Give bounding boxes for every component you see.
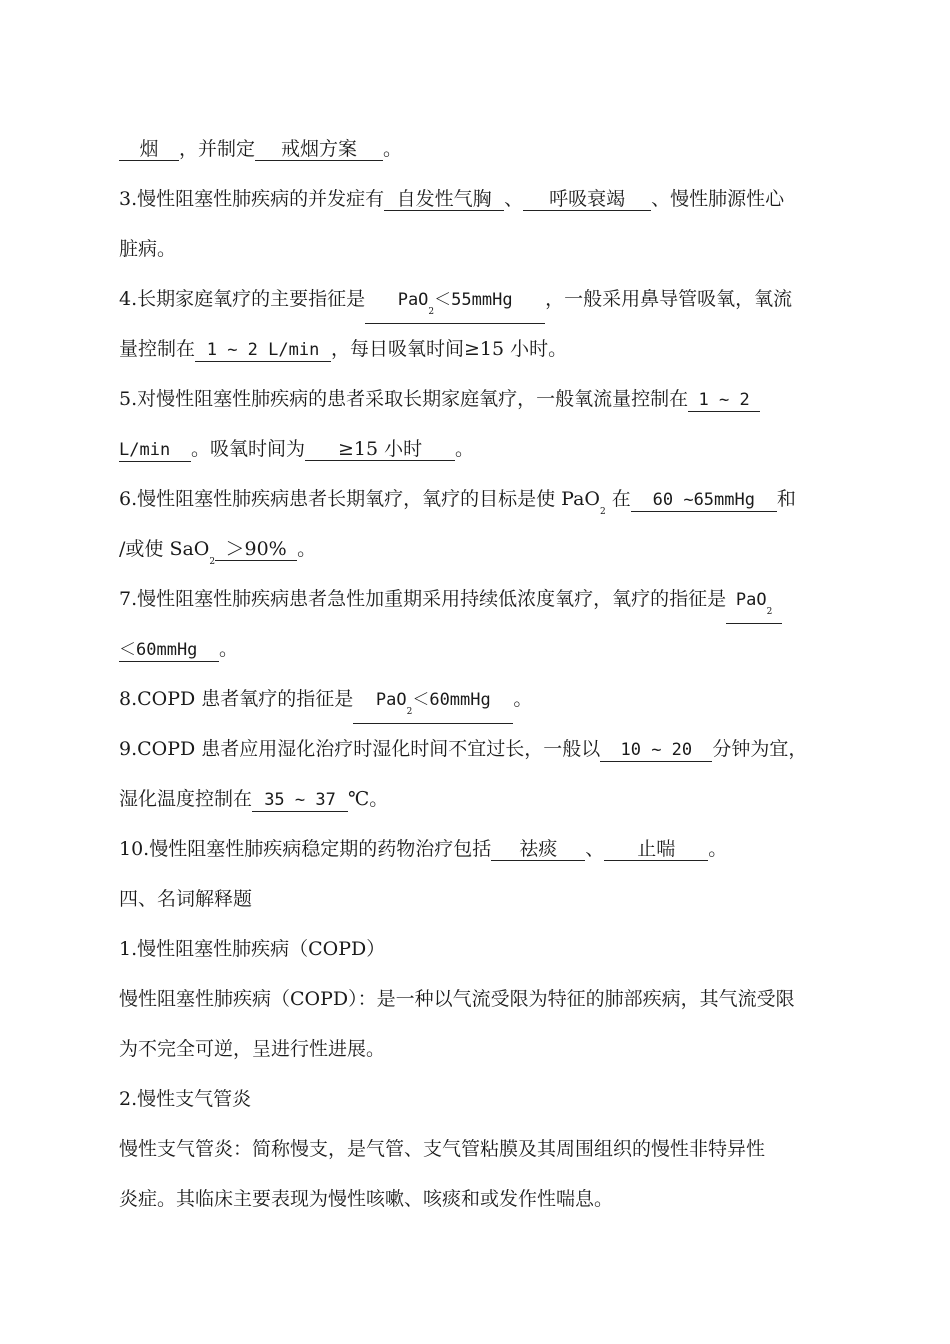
line-text: 。 [219,638,239,660]
answer-text: PaO [397,290,429,310]
answer-blank: ＜60mmHg [119,639,219,662]
answer-blank: L/min [119,439,191,462]
answer-text: ＜55mmHg [434,290,513,310]
line-text: 5.对慢性阻塞性肺疾病的患者采取长期家庭氧疗，一般氧流量控制在 [119,388,689,410]
line-text: 1.慢性阻塞性肺疾病（COPD） [119,938,386,960]
line-text: ，一般采用鼻导管吸氧，氧流 [545,288,793,310]
subscript: 2 [209,557,216,567]
answer-blank: 1 ~ 2 [688,389,760,412]
line-text: 湿化温度控制在 [119,788,253,810]
answer-blank: ≥15 小时 [305,438,455,461]
subscript: 2 [406,707,413,717]
line-text: 。 [708,838,728,860]
line-text: 慢性阻塞性肺疾病（COPD）：是一种以气流受限为特征的肺部疾病，其气流受限 [119,988,795,1010]
text-line [119,437,474,462]
text-line [119,137,402,161]
term-heading [119,937,385,961]
line-text: ℃。 [348,788,389,810]
answer-blank: ＞90% [215,538,297,561]
subscript: 2 [600,507,606,517]
text-line [119,987,795,1011]
line-text: /或使 SaO [119,538,210,560]
line-text: 、慢性肺源性心 [651,188,785,210]
text-line [119,787,388,812]
answer-text: ＜60mmHg [412,690,491,710]
answer-blank: 祛痰 [491,838,585,861]
line-text: 。 [513,688,533,710]
text-line [119,287,792,324]
line-text: 量控制在 [119,338,196,360]
text-line [119,187,784,211]
answer-blank: 35 ~ 37 [252,789,348,812]
line-text: 9.COPD 患者应用湿化治疗时湿化时间不宜过长，一般以 [119,738,601,760]
line-text: 、 [504,188,524,210]
line-text: 四、名词解释题 [119,888,253,910]
answer-blank [726,588,782,624]
term-heading [119,1087,251,1111]
answer-blank [365,288,545,324]
text-line [119,837,727,861]
answer-blank: 呼吸衰竭 [523,188,651,211]
text-line [119,687,532,724]
text-line [119,487,796,524]
line-text: 。 [455,438,475,460]
line-text: 4.长期家庭氧疗的主要指征是 [119,288,366,310]
line-text: 7.慢性阻塞性肺疾病患者急性加重期采用持续低浓度氧疗，氧疗的指征是 [119,588,727,610]
line-text: ，每日吸氧时间≥15 小时。 [331,338,568,360]
line-text: 8.COPD 患者氧疗的指征是 [119,688,354,710]
line-text: 为不完全可逆，呈进行性进展。 [119,1038,386,1060]
line-text: 和 [776,488,796,510]
text-line [119,387,760,412]
subscript: 2 [428,307,435,317]
answer-blank: 1 ~ 2 L/min [195,339,331,362]
line-text: 分钟为宜， [712,738,808,760]
line-text: 2.慢性支气管炎 [119,1088,252,1110]
line-text: 脏病。 [119,238,177,260]
text-line [119,587,782,624]
text-line [119,737,807,762]
answer-text: PaO [735,590,767,610]
subscript: 2 [766,607,773,617]
text-line [119,1137,765,1161]
line-text: 在 [611,488,631,510]
answer-blank: 戒烟方案 [255,138,383,161]
answer-blank [353,688,513,724]
text-line [119,1037,385,1061]
line-text: 。 [297,538,317,560]
answer-blank: 60 ~65mmHg [631,489,777,512]
line-text: 、 [585,838,605,860]
text-line [119,537,316,574]
answer-text: PaO [375,690,407,710]
section-heading [119,887,252,911]
answer-blank: 烟 [119,138,179,161]
text-line [119,637,238,662]
line-text: 。吸氧时间为 [191,438,306,460]
text-line [119,337,567,362]
text-line [119,237,176,261]
text-line [119,1187,613,1211]
line-text: ，并制定 [179,138,256,160]
line-text: 3.慢性阻塞性肺疾病的并发症有 [119,188,385,210]
answer-blank: 止喘 [604,838,708,861]
answer-blank: 10 ~ 20 [600,739,712,762]
line-text: 6.慢性阻塞性肺疾病患者长期氧疗，氧疗的目标是使 PaO [119,488,601,510]
line-text: 10.慢性阻塞性肺疾病稳定期的药物治疗包括 [119,838,492,860]
answer-blank: 自发性气胸 [384,188,504,211]
line-text: 炎症。其临床主要表现为慢性咳嗽、咳痰和或发作性喘息。 [119,1188,614,1210]
line-text: 。 [383,138,403,160]
line-text: 慢性支气管炎：简称慢支，是气管、支气管粘膜及其周围组织的慢性非特异性 [119,1138,766,1160]
